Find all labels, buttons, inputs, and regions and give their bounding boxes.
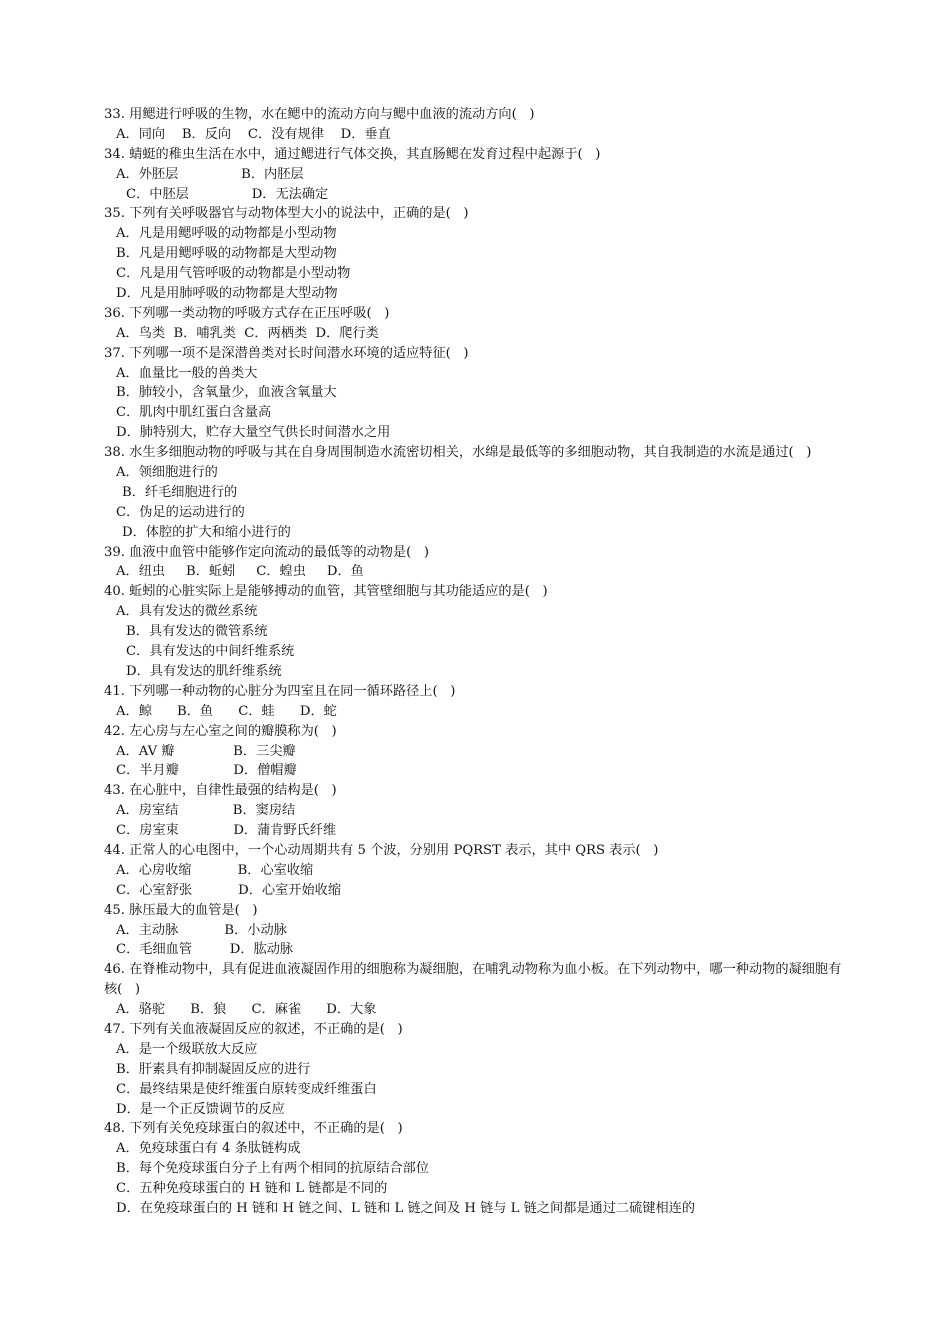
answer-options: D．体腔的扩大和缩小进行的 bbox=[122, 524, 291, 540]
question-list bbox=[104, 105, 849, 1219]
answer-options: D．在免疫球蛋白的 H 链和 H 链之间、L 链和 L 链之间及 H 链与 L 链之间都是通过二硫键相连的 bbox=[116, 1200, 696, 1216]
answer-options: A．血量比一般的兽类大 bbox=[116, 365, 258, 381]
answer-options: B．肺较小，含氧量少，血液含氧量大 bbox=[116, 385, 337, 401]
answer-options: A．心房收缩 B．心室收缩 bbox=[116, 862, 314, 878]
answer-options: A．鸟类 B．哺乳类 C．两栖类 D．爬行类 bbox=[116, 325, 379, 341]
answer-options: D．肺特别大，贮存大量空气供长时间潜水之用 bbox=[116, 425, 391, 441]
question-stem: 35. 下列有关呼吸器官与动物体型大小的说法中，正确的是( ) bbox=[104, 206, 469, 222]
question-stem: 42. 左心房与左心室之间的瓣膜称为( ) bbox=[104, 723, 337, 739]
question-stem: 36. 下列哪一类动物的呼吸方式存在正压呼吸( ) bbox=[104, 305, 390, 321]
answer-options: C．凡是用气管呼吸的动物都是小型动物 bbox=[116, 266, 351, 282]
answer-options: A．主动脉 B．小动脉 bbox=[116, 922, 287, 938]
answer-options: C．房室束 D．蒲肯野氏纤维 bbox=[116, 823, 337, 839]
question-stem: 40. 蚯蚓的心脏实际上是能够搏动的血管，其管壁细胞与其功能适应的是( ) bbox=[104, 584, 548, 600]
answer-options: C．最终结果是使纤维蛋白原转变成纤维蛋白 bbox=[116, 1081, 377, 1097]
answer-options: C．中胚层 D．无法确定 bbox=[126, 186, 329, 202]
answer-options: A．外胚层 B．内胚层 bbox=[116, 166, 304, 182]
question-stem: 48. 下列有关免疫球蛋白的叙述中，不正确的是( ) bbox=[104, 1121, 403, 1137]
answer-options: A．同向 B．反向 C．没有规律 D．垂直 bbox=[116, 126, 391, 142]
answer-options: A．纽虫 B．蚯蚓 C．蝗虫 D．鱼 bbox=[116, 564, 364, 580]
answer-options: C．具有发达的中间纤维系统 bbox=[126, 644, 295, 660]
answer-options: B．纤毛细胞进行的 bbox=[122, 484, 238, 500]
question-stem: 37. 下列哪一项不是深潜兽类对长时间潜水环境的适应特征( ) bbox=[104, 345, 469, 361]
question-stem: 43. 在心脏中，自律性最强的结构是( ) bbox=[104, 783, 337, 799]
answer-options: C．半月瓣 D．僧帽瓣 bbox=[116, 763, 297, 779]
question-stem: 46. 在脊椎动物中，具有促进血液凝固作用的细胞称为凝细胞，在哺乳动物称为血小板。在下列动物中，哪一种动物的凝细胞有 bbox=[104, 962, 842, 978]
answer-options: D．是一个正反馈调节的反应 bbox=[116, 1101, 285, 1117]
question-stem: 45. 脉压最大的血管是( ) bbox=[104, 902, 258, 918]
answer-options: A．领细胞进行的 bbox=[116, 465, 218, 481]
answer-options: B．肝素具有抑制凝固反应的进行 bbox=[116, 1061, 311, 1077]
answer-options: A．AV 瓣 B．三尖瓣 bbox=[116, 743, 296, 759]
question-stem: 39. 血液中血管中能够作定向流动的最低等的动物是( ) bbox=[104, 544, 429, 560]
question-stem: 34. 蜻蜓的稚虫生活在水中，通过鳃进行气体交换，其直肠鳃在发育过程中起源于( ) bbox=[104, 146, 601, 162]
question-stem: 44. 正常人的心电图中，一个心动周期共有 5 个波，分别用 PQRST 表示，其中 QRS 表示( ) bbox=[104, 842, 659, 858]
answer-options: B．具有发达的微管系统 bbox=[126, 624, 268, 640]
answer-options: A．凡是用鳃呼吸的动物都是小型动物 bbox=[116, 226, 337, 242]
question-stem: 41. 下列哪一种动物的心脏分为四室且在同一循环路径上( ) bbox=[104, 683, 456, 699]
answer-options: C．心室舒张 D．心室开始收缩 bbox=[116, 882, 342, 898]
answer-options: A．具有发达的微丝系统 bbox=[116, 604, 258, 620]
answer-options: C．伪足的运动进行的 bbox=[116, 504, 245, 520]
answer-options: D．凡是用肺呼吸的动物都是大型动物 bbox=[116, 286, 338, 302]
answer-options: C．五种免疫球蛋白的 H 链和 L 链都是不同的 bbox=[116, 1181, 388, 1197]
question-stem: 核( ) bbox=[104, 982, 141, 998]
answer-options: A．鲸 B．鱼 C．蛙 D．蛇 bbox=[116, 703, 337, 719]
answer-options: A．房室结 B．窦房结 bbox=[116, 803, 296, 819]
answer-options: A．免疫球蛋白有 4 条肽链构成 bbox=[116, 1141, 301, 1157]
answer-options: B．凡是用鳃呼吸的动物都是大型动物 bbox=[116, 246, 337, 262]
answer-options: A．是一个级联放大反应 bbox=[116, 1041, 258, 1057]
answer-options: B．每个免疫球蛋白分子上有两个相同的抗原结合部位 bbox=[116, 1161, 430, 1177]
answer-options: D．具有发达的肌纤维系统 bbox=[126, 663, 282, 679]
answer-options: C．毛细血管 D．肱动脉 bbox=[116, 942, 294, 958]
answer-options: C．肌肉中肌红蛋白含量高 bbox=[116, 405, 272, 421]
question-stem: 47. 下列有关血液凝固反应的叙述，不正确的是( ) bbox=[104, 1021, 403, 1037]
question-stem: 33. 用鳃进行呼吸的生物，水在鳃中的流动方向与鳃中血液的流动方向( ) bbox=[104, 107, 535, 122]
answer-options: A．骆驼 B．狼 C．麻雀 D．大象 bbox=[116, 1002, 377, 1018]
question-stem: 38. 水生多细胞动物的呼吸与其在自身周围制造水流密切相关，水绵是最低等的多细胞动物，其自我制造的水流是通过( ) bbox=[104, 445, 812, 461]
